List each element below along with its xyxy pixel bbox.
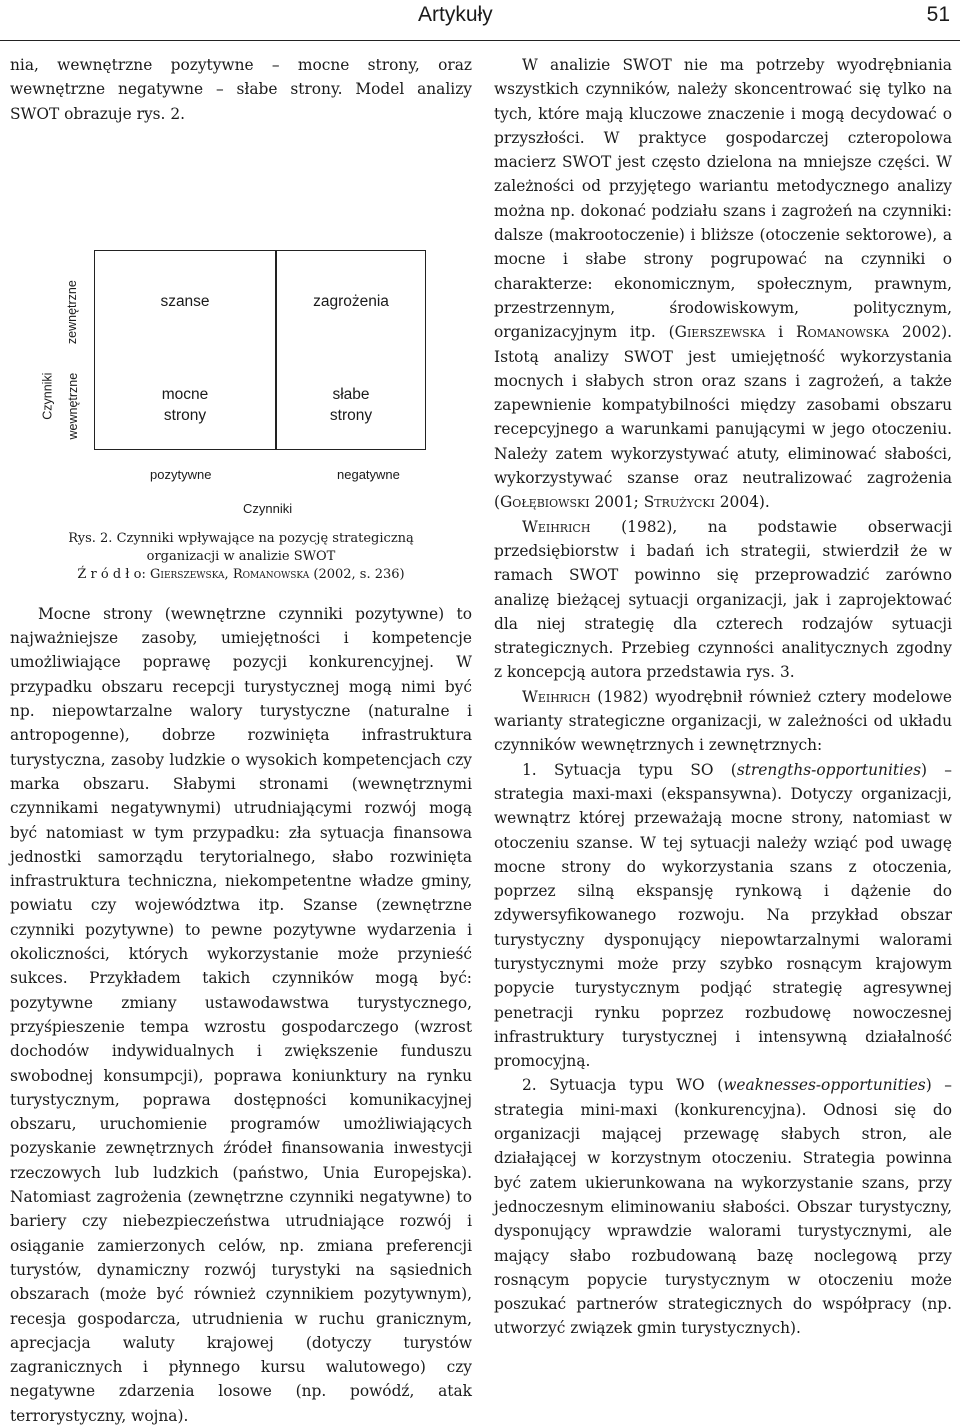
label-positive: pozytywne <box>150 466 212 482</box>
citation: Gołębiowski <box>500 493 590 512</box>
label-external: zewnętrzne <box>64 280 79 345</box>
figure-caption <box>10 530 472 584</box>
body-paragraph-1: Mocne strony (wewnętrzne czynniki pozytywne) to najważniejsze zasoby, umiejętności i kompetencje umożliwiające poprawę pozycji konkurencyjnej. W przypadku obszaru recepcji turystycznej mogą nimi być np. niepowtarzalne walory turystyczne (naturalne i antropogenne), dobrze rozwinięta infrastruktura turystyczna, zasoby ludzkie o wysokich kompetencjach czy marka obszaru. Słabymi stronami (wewnętrznymi czynnikami negatywnymi) utrudniającymi rozwój mogą być natomiast w tym przypadku: zła sytuacja finansowa jednostki samorządu terytorialnego, słabo rozwinięta infrastruktura techniczna, niekompetentne władze gminy, powiatu czy województwa itp. Szanse (zewnętrzne czynniki pozytywne) to pewne pozytywne wydarzenia i okoliczności, których wykorzystanie może przynieść sukces. Przykładem takich czynników mogą być: pozytywne zmiany ustawodawstwa turystycznego, przyśpieszenie tempa wzrostu gospodarczego (wzrost dochodów indywidualnych i zwiększenie funduszu swobodnej konsumpcji), poprawa koniunktury na rynku turystycznym, poprawa dostępności komunikacyjnej obszaru, uruchomienie programów umożliwiających pozyskanie zewnętrznych źródeł finansowania inwestycji rzeczowych lub ludzkich (państwo, Unia Europejska). Natomiast zagrożenia (zewnętrzne czynniki negatywne) to bariery czy niebezpieczeństwa utrudniające rozwój i osiąganie zamierzonych celów, np. zmiana preferencji turystów, dynamiczny rozwój turystyki na sąsiednich obszarach (może być również czynnikiem pozytywnym), recesja gospodarcza, utrudnienia w ruchu granicznym, aprecjacja waluty krajowej (dotyczy turystów zagranicznych i płynnego kursu walutowego) czy negatywne zdarzenia losowe (np. powódź, atak terrorystyczny, wojna). <box>10 604 472 1425</box>
cell-weaknesses-line1: słabe <box>332 385 370 403</box>
list-item-wo: 2. Sytuacja typu WO (weaknesses-opportunities) – strategia mini-maxi (konkurencyjna). Odnosi się do organizacji mającej przewagę słabych stron, ale działającej w korzystnym otoczeniu. Strategia powinna być zatem ukierunkowana na wykorzystanie szans, przy jednoczesnym eliminowaniu słabości. Obszar turystyczny, dysponujący wprawdzie walorami turystycznymi, ale mający słabo rozbudowaną bazę noclegową przy rosnącym popycie turystycznym w otoczeniu może poszukać partnerów strategicznych do współpracy (np. utworzyć związek gmin turystycznych). <box>494 1076 953 1338</box>
intro-paragraph: nia, wewnętrzne pozytywne – mocne strony, oraz wewnętrzne negatywne – słabe strony. Model analizy SWOT obrazuje rys. 2. <box>10 56 472 123</box>
citation: Romanowska <box>796 323 890 342</box>
cell-weaknesses-line2: strony <box>329 406 373 424</box>
label-internal: wewnętrzne <box>66 372 81 440</box>
caption-line2: organizacji w analizie SWOT <box>146 548 336 564</box>
source-year-page: (2002, s. 236) <box>309 566 405 582</box>
body-paragraph-swot: W analizie SWOT nie ma potrzeby wyodrębniania wszystkich czynników, należy skoncentrować się tylko na tych, które mają kluczowe znaczenie i mogą decydować o przyszłości. W praktyce gospodarczej czteropolowa macierz SWOT jest często dzielona na mniejsze części. W zależności od przyjętego wariantu metodycznego analizy można np. dokonać podziału szans i zagrożeń na czynniki: dalsze (makrootoczenie) i bliższe (otoczenie sektorowe), a mocne i słabe strony pogrupować na czynniki o charakterze: ekonomicznym, społecznym, prawnym, przestrzennym, środowiskowym, politycznym, organizacyjnym itp. (Gierszewska i Romanowska 2002). Istotą analizy SWOT jest umiejętność wykorzystania mocnych i słabych stron oraz szans i zagrożeń, a także zapewnienie kompatybilności między zasobami obszaru recepcyjnego a warunkami panującymi w jego otoczeniu. Należy zatem wykorzystywać atuty, eliminować słabości, wykorzystywać szanse oraz neutralizować zagrożenia (Gołębiowski 2001; Strużycki 2004). <box>494 56 952 512</box>
cell-threats: zagrożenia <box>313 292 389 310</box>
swot-matrix <box>94 250 426 450</box>
citation: Weihrich <box>522 517 591 536</box>
citation: Gierszewska <box>674 323 766 342</box>
label-negative: negatywne <box>337 466 400 482</box>
axis-label-factors-vertical: Czynniki <box>40 372 55 420</box>
page-number: 51 <box>926 3 950 26</box>
cell-strengths-line2: strony <box>163 406 207 424</box>
source-label: Ź r ó d ł o: <box>77 566 150 582</box>
body-paragraph-weihrich-2: Weihrich (1982) wyodrębnił również cztery modelowe warianty strategiczne organizacji, w zależności od układu czynników wewnętrznych i zewnętrznych: <box>494 687 952 755</box>
list-item-so: 1. Sytuacja typu SO (strengths-opportunities) – strategia maxi-maxi (ekspansywna). Dotyczy organizacji, wewnątrz której przeważają mocne strony, natomiast w otoczeniu szanse. W tej sytuacji należy wziąć pod uwagę mocne strony do wykorzystania szans z otoczenia, poprzez silną ekspansję rynkową i dążenie do zdywersyfikowanego rozwoju. Na przykład obszar turystyczny dysponujący niepowtarzalnymi walorami turystycznymi może przy szybko rosnącym krajowym popycie turystycznym podjąć strategię agresywnej penetracji rynku poprzez rozbudowę nowoczesnej infrastruktury turystycznej i intensywną działalność promocyjną. <box>494 760 952 1071</box>
axis-label-factors-horizontal: Czynniki <box>243 500 293 516</box>
running-header <box>0 0 960 41</box>
left-column <box>10 53 472 1428</box>
caption-line1: Rys. 2. Czynniki wpływające na pozycję strategiczną <box>68 530 414 546</box>
cell-strengths-line1: mocne <box>161 385 209 403</box>
cell-opportunities: szanse <box>160 292 210 310</box>
cell-weaknesses <box>277 384 425 426</box>
term-italic: strengths-opportunities <box>736 760 921 779</box>
source-authors: Gierszewska, Romanowska <box>150 566 310 582</box>
citation: Strużycki <box>643 493 715 512</box>
term-italic: weaknesses-opportunities <box>723 1076 926 1095</box>
section-title: Artykuły <box>418 3 493 26</box>
caption-source <box>10 566 472 584</box>
body-paragraph-weihrich-1: Weihrich (1982), na podstawie obserwacji przedsiębiorstw i badań ich strategii, stwierdził że w ramach SWOT powinno się przeprowadzić zarówno analizę bieżącej sytuacji organizacji, jak i zaprojektować dla niej strategię dla czterech rodzajów sytuacji strategicznych. Przebieg czynności analitycznych zgodny z koncepcją autora przedstawia rys. 3. <box>494 517 952 682</box>
cell-strengths <box>95 384 275 426</box>
right-column <box>494 53 952 1341</box>
swot-figure <box>10 126 472 518</box>
citation: Weihrich <box>522 687 591 706</box>
